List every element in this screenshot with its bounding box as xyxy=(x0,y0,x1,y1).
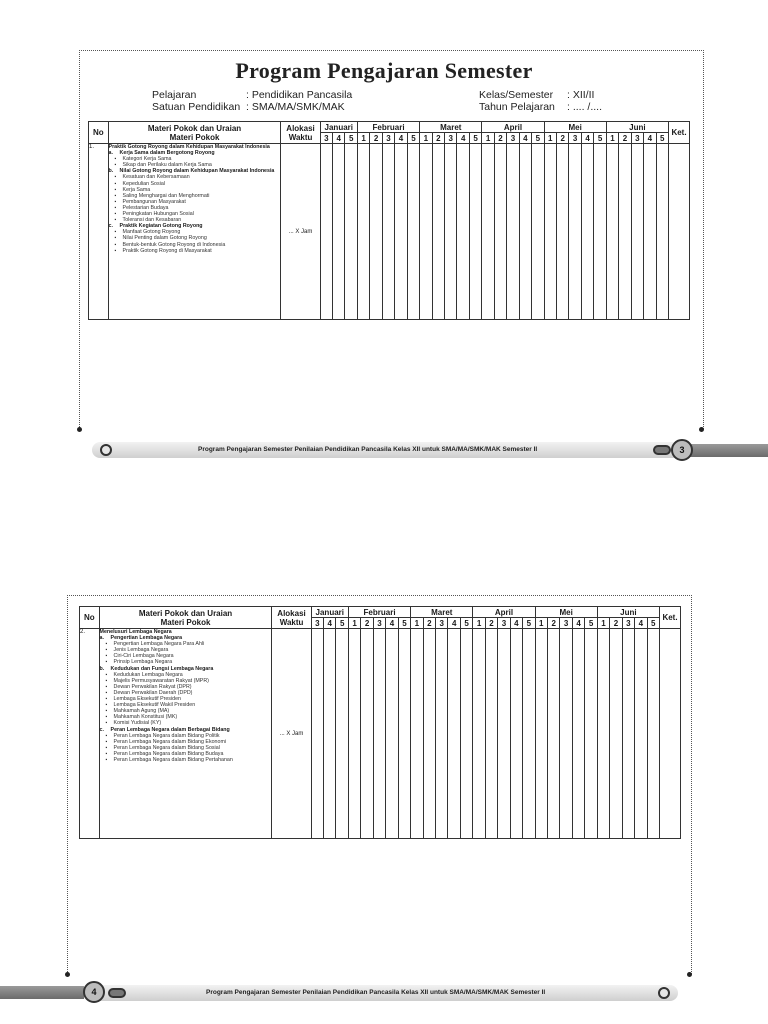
month-header: Maret xyxy=(411,607,473,618)
materi-bullet: ▪ Kesatuan dan Kebersamaan xyxy=(109,174,281,180)
materi-cell xyxy=(108,144,281,320)
week-cell xyxy=(361,629,373,839)
week-cell xyxy=(494,144,506,320)
week-cell xyxy=(448,629,460,839)
section-text: Peran Lembaga Negara dalam Berbagai Bidang xyxy=(110,726,230,733)
week-cell xyxy=(557,144,569,320)
kelas-value: : XII/II xyxy=(567,89,595,101)
page-4 xyxy=(0,512,768,1024)
week-header: 4 xyxy=(510,618,522,629)
kelas-label: Kelas/Semester xyxy=(479,89,554,101)
month-header: Juni xyxy=(597,607,659,618)
page-number: 3 xyxy=(671,439,693,461)
materi-bullet: ▪ Prinsip Lembaga Negara xyxy=(100,659,272,665)
col-header-materi-line1: Materi Pokok dan Uraian xyxy=(147,123,242,133)
materi-bullet: ▪ Peran Lembaga Negara dalam Bidang Budaya xyxy=(100,751,272,757)
materi-bullet: ▪ Peran Lembaga Negara dalam Bidang Sosial xyxy=(100,745,272,751)
week-header: 4 xyxy=(581,133,593,144)
footer-ring-icon xyxy=(658,987,670,999)
materi-bullet: ▪ Kepedulian Sosial xyxy=(109,181,281,187)
week-header: 5 xyxy=(345,133,357,144)
footer-tab-icon xyxy=(108,988,126,998)
week-header: 2 xyxy=(432,133,444,144)
week-header: 1 xyxy=(606,133,618,144)
materi-bullet: ▪ Sikap dan Perilaku dalam Kerja Sama xyxy=(109,162,281,168)
schedule-table xyxy=(79,606,681,839)
week-header: 5 xyxy=(407,133,419,144)
week-cell xyxy=(569,144,581,320)
materi-bullet: ▪ Komisi Yudisial (KY) xyxy=(100,720,272,726)
tahun-label: Tahun Pelajaran xyxy=(479,101,555,113)
week-header: 2 xyxy=(610,618,622,629)
materi-cell xyxy=(99,629,272,839)
materi-bullet: ▪ Peran Lembaga Negara dalam Bidang Ekonomi xyxy=(100,739,272,745)
materi-bullet: ▪ Kerja Sama xyxy=(109,187,281,193)
month-header: Januari xyxy=(320,122,357,133)
alokasi-cell: ... X Jam xyxy=(281,144,320,320)
week-header: 2 xyxy=(619,133,631,144)
week-header: 3 xyxy=(436,618,448,629)
section-label: c. xyxy=(108,223,113,230)
week-header: 3 xyxy=(631,133,643,144)
section-text: Praktik Kegiatan Gotong Royong xyxy=(119,223,203,230)
month-header: April xyxy=(482,122,544,133)
month-header: Februari xyxy=(357,122,419,133)
week-header: 3 xyxy=(373,618,385,629)
week-header: 4 xyxy=(448,618,460,629)
materi-bullet: ▪ Pembangunan Masyarakat xyxy=(109,199,281,205)
week-cell xyxy=(460,629,472,839)
week-cell xyxy=(382,144,394,320)
week-cell xyxy=(532,144,544,320)
section-text: Nilai Gotong Royong dalam Kehidupan Masyarakat Indonesia xyxy=(119,168,275,175)
col-header-materi xyxy=(99,607,272,629)
week-header: 1 xyxy=(544,133,556,144)
week-cell xyxy=(411,629,423,839)
week-cell xyxy=(644,144,656,320)
week-header: 4 xyxy=(457,133,469,144)
col-header-materi xyxy=(108,122,281,144)
col-header-ket: Ket. xyxy=(660,607,681,629)
week-cell xyxy=(432,144,444,320)
corner-dot xyxy=(699,427,704,432)
week-header: 1 xyxy=(357,133,369,144)
week-cell xyxy=(594,144,606,320)
meta-right xyxy=(479,89,602,113)
week-header: 2 xyxy=(361,618,373,629)
week-cell xyxy=(485,629,497,839)
materi-bullet: ▪ Pelestarian Budaya xyxy=(109,205,281,211)
section-text: Kerja Sama dalam Bergotong Royong xyxy=(119,150,215,157)
page-title: Program Pengajaran Semester xyxy=(235,58,533,83)
week-header: 4 xyxy=(333,133,345,144)
materi-bullet: ▪ Jenis Lembaga Negara xyxy=(100,647,272,653)
pelajaran-label: Pelajaran xyxy=(152,89,197,101)
week-header: 3 xyxy=(320,133,332,144)
week-header: 5 xyxy=(469,133,481,144)
week-cell xyxy=(473,629,485,839)
col-header-materi-line1: Materi Pokok dan Uraian xyxy=(138,608,233,618)
week-cell xyxy=(336,629,348,839)
week-header: 4 xyxy=(635,618,647,629)
month-header: April xyxy=(473,607,535,618)
week-header: 3 xyxy=(560,618,572,629)
week-header: 2 xyxy=(485,618,497,629)
tahun-value: : .... /.... xyxy=(567,101,603,113)
meta-left xyxy=(152,89,352,113)
col-header-materi-line2: Materi Pokok xyxy=(169,132,220,142)
week-cell xyxy=(631,144,643,320)
month-header: Mei xyxy=(535,607,597,618)
week-cell xyxy=(469,144,481,320)
corner-dot xyxy=(65,972,70,977)
section-label: a. xyxy=(99,635,104,642)
week-cell xyxy=(398,629,410,839)
month-header: Januari xyxy=(311,607,348,618)
materi-bullet: ▪ Praktik Gotong Royong di Masyarakat xyxy=(109,248,281,254)
materi-bullet: ▪ Manfaat Gotong Royong xyxy=(109,229,281,235)
week-header: 5 xyxy=(460,618,472,629)
section-label: b. xyxy=(99,665,105,672)
week-header: 4 xyxy=(572,618,584,629)
month-header: Februari xyxy=(348,607,410,618)
week-header: 5 xyxy=(398,618,410,629)
week-cell xyxy=(523,629,535,839)
week-cell xyxy=(311,629,323,839)
col-header-alokasi-line2: Waktu xyxy=(288,132,313,142)
materi-title: Menelusuri Lembaga Negara xyxy=(99,629,172,635)
week-cell xyxy=(436,629,448,839)
alokasi-cell: ... X Jam xyxy=(272,629,311,839)
month-header: Juni xyxy=(606,122,668,133)
pelajaran-value: : Pendidikan Pancasila xyxy=(246,89,353,101)
row-number: 2. xyxy=(80,629,100,839)
week-header: 2 xyxy=(423,618,435,629)
week-cell xyxy=(597,629,609,839)
week-cell xyxy=(357,144,369,320)
week-header: 1 xyxy=(411,618,423,629)
week-cell xyxy=(386,629,398,839)
week-cell xyxy=(535,629,547,839)
footer-text: Program Pengajaran Semester Penilaian Pendidikan Pancasila Kelas XII untuk SMA/MA/SMK/MAK Semester II xyxy=(198,446,538,453)
materi-bullet: ▪ Lembaga Eksekutif Wakil Presiden xyxy=(100,702,272,708)
week-header: 5 xyxy=(523,618,535,629)
col-header-alokasi xyxy=(281,122,320,144)
week-cell xyxy=(345,144,357,320)
footer-tab-icon xyxy=(653,445,671,455)
week-header: 4 xyxy=(386,618,398,629)
week-cell xyxy=(370,144,382,320)
week-cell xyxy=(656,144,668,320)
col-header-alokasi-line1: Alokasi xyxy=(277,608,306,618)
week-header: 4 xyxy=(644,133,656,144)
materi-bullet: ▪ Ciri-Ciri Lembaga Negara xyxy=(100,653,272,659)
week-header: 5 xyxy=(336,618,348,629)
week-header: 1 xyxy=(597,618,609,629)
section-label: c. xyxy=(99,726,104,733)
footer-ring-icon xyxy=(100,444,112,456)
week-cell xyxy=(610,629,622,839)
page-number: 4 xyxy=(83,981,105,1003)
week-cell xyxy=(585,629,597,839)
col-header-alokasi-line1: Alokasi xyxy=(286,123,315,133)
week-header: 4 xyxy=(324,618,336,629)
section-text: Kedudukan dan Fungsi Lembaga Negara xyxy=(110,665,214,672)
satuan-label: Satuan Pendidikan xyxy=(152,101,241,113)
week-header: 2 xyxy=(494,133,506,144)
week-cell xyxy=(581,144,593,320)
week-header: 2 xyxy=(557,133,569,144)
row-number: 1. xyxy=(89,144,109,320)
week-cell xyxy=(320,144,332,320)
week-header: 1 xyxy=(348,618,360,629)
materi-bullet: ▪ Toleransi dan Kesabaran xyxy=(109,217,281,223)
week-header: 3 xyxy=(622,618,634,629)
week-header: 5 xyxy=(647,618,659,629)
week-header: 3 xyxy=(445,133,457,144)
week-cell xyxy=(635,629,647,839)
materi-bullet: ▪ Lembaga Eksekutif Presiden xyxy=(100,696,272,702)
section-text: Pengertian Lembaga Negara xyxy=(110,635,183,642)
week-cell xyxy=(333,144,345,320)
week-cell xyxy=(395,144,407,320)
week-cell xyxy=(407,144,419,320)
week-cell xyxy=(544,144,556,320)
week-cell xyxy=(348,629,360,839)
week-header: 3 xyxy=(569,133,581,144)
footer-accent-bar xyxy=(0,986,84,999)
month-header: Maret xyxy=(420,122,482,133)
week-header: 3 xyxy=(498,618,510,629)
week-header: 1 xyxy=(482,133,494,144)
col-header-no: No xyxy=(80,607,100,629)
week-header: 3 xyxy=(507,133,519,144)
materi-bullet: ▪ Bentuk-bentuk Gotong Royong di Indonesia xyxy=(109,242,281,248)
corner-dot xyxy=(77,427,82,432)
footer-text: Program Pengajaran Semester Penilaian Pendidikan Pancasila Kelas XII untuk SMA/MA/SMK/MAK Semester II xyxy=(206,989,546,996)
week-header: 5 xyxy=(532,133,544,144)
week-header: 5 xyxy=(594,133,606,144)
table-row xyxy=(80,629,681,839)
materi-bullet: ▪ Majelis Permusyawaratan Rakyat (MPR) xyxy=(100,678,272,684)
col-header-alokasi xyxy=(272,607,311,629)
week-header: 2 xyxy=(370,133,382,144)
materi-bullet: ▪ Mahkamah Konstitusi (MK) xyxy=(100,714,272,720)
materi-bullet: ▪ Saling Menghargai dan Menghormati xyxy=(109,193,281,199)
materi-bullet: ▪ Peran Lembaga Negara dalam Bidang Pertahanan xyxy=(100,757,272,763)
satuan-value: : SMA/MA/SMK/MAK xyxy=(246,101,345,113)
table-row xyxy=(89,144,690,320)
week-cell xyxy=(423,629,435,839)
week-header: 1 xyxy=(420,133,432,144)
week-cell xyxy=(457,144,469,320)
month-header: Mei xyxy=(544,122,606,133)
materi-bullet: ▪ Mahkamah Agung (MA) xyxy=(100,708,272,714)
week-cell xyxy=(519,144,531,320)
week-cell xyxy=(560,629,572,839)
week-header: 3 xyxy=(311,618,323,629)
week-cell xyxy=(510,629,522,839)
week-cell xyxy=(445,144,457,320)
week-cell xyxy=(507,144,519,320)
week-cell xyxy=(498,629,510,839)
col-header-materi-line2: Materi Pokok xyxy=(160,617,211,627)
section-label: b. xyxy=(108,168,114,175)
week-cell xyxy=(324,629,336,839)
ket-cell xyxy=(669,144,690,320)
footer-accent-bar xyxy=(690,444,768,457)
col-header-alokasi-line2: Waktu xyxy=(279,617,304,627)
materi-bullet: ▪ Dewan Perwakilan Daerah (DPD) xyxy=(100,690,272,696)
section-label: a. xyxy=(108,150,113,157)
week-header: 4 xyxy=(519,133,531,144)
week-header: 5 xyxy=(656,133,668,144)
materi-bullet: ▪ Peran Lembaga Negara dalam Bidang Politik xyxy=(100,733,272,739)
week-cell xyxy=(647,629,659,839)
week-header: 1 xyxy=(473,618,485,629)
week-cell xyxy=(619,144,631,320)
week-cell xyxy=(482,144,494,320)
schedule-table xyxy=(88,121,690,320)
materi-bullet: ▪ Kedudukan Lembaga Negara xyxy=(100,672,272,678)
week-cell xyxy=(606,144,618,320)
corner-dot xyxy=(687,972,692,977)
materi-title: Praktik Gotong Royong dalam Kehidupan Masyarakat Indonesia xyxy=(108,144,270,150)
week-cell xyxy=(572,629,584,839)
materi-bullet: ▪ Kategori Kerja Sama xyxy=(109,156,281,162)
week-cell xyxy=(420,144,432,320)
week-cell xyxy=(622,629,634,839)
week-cell xyxy=(548,629,560,839)
week-header: 3 xyxy=(382,133,394,144)
week-header: 1 xyxy=(535,618,547,629)
week-cell xyxy=(373,629,385,839)
week-header: 4 xyxy=(395,133,407,144)
col-header-no: No xyxy=(89,122,109,144)
materi-bullet: ▪ Peningkatan Hubungan Sosial xyxy=(109,211,281,217)
ket-cell xyxy=(660,629,681,839)
materi-bullet: ▪ Pengertian Lembaga Negara Para Ahli xyxy=(100,641,272,647)
materi-bullet: ▪ Dewan Perwakilan Rakyat (DPR) xyxy=(100,684,272,690)
week-header: 5 xyxy=(585,618,597,629)
week-header: 2 xyxy=(548,618,560,629)
materi-bullet: ▪ Nilai Penting dalam Gotong Royong xyxy=(109,235,281,241)
col-header-ket: Ket. xyxy=(669,122,690,144)
